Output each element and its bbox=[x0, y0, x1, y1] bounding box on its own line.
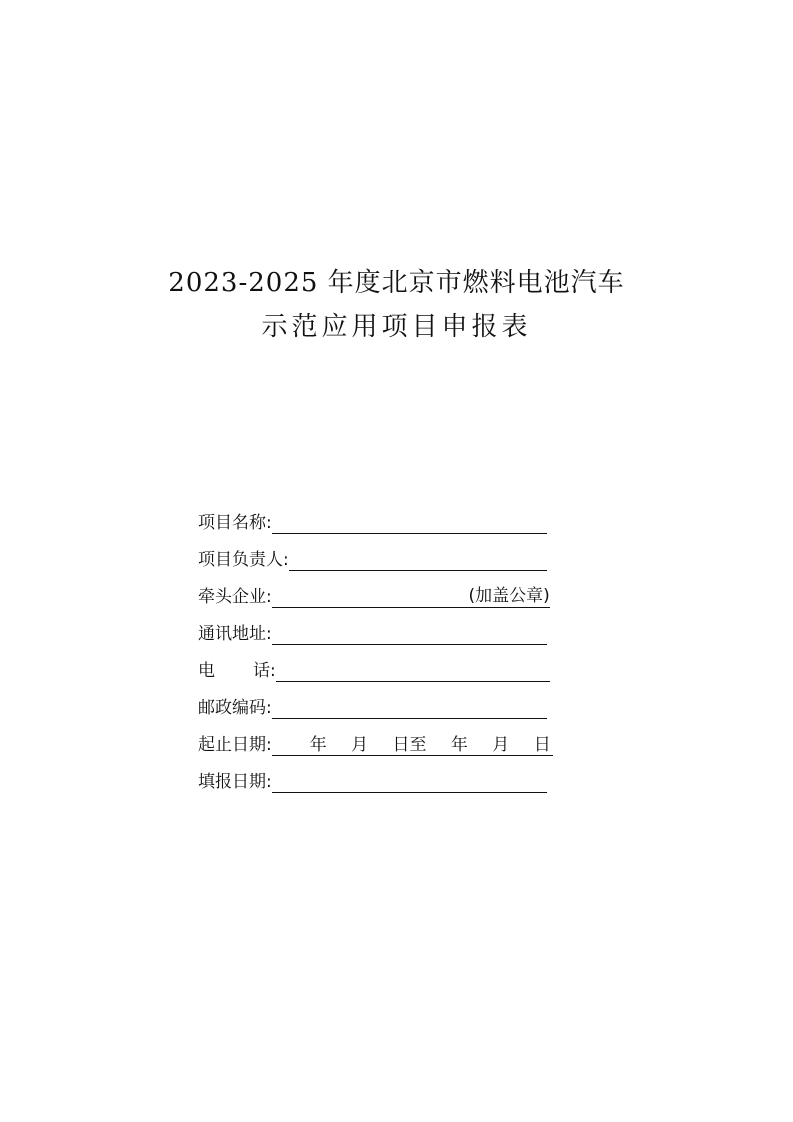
project-lead-field[interactable] bbox=[289, 548, 547, 571]
phone-label: 电 话: bbox=[198, 661, 276, 681]
row-project-lead bbox=[198, 535, 578, 572]
fill-date-field[interactable] bbox=[272, 770, 547, 793]
project-name-field[interactable] bbox=[272, 511, 547, 534]
lead-company-field[interactable] bbox=[272, 585, 550, 608]
row-postal-code bbox=[198, 683, 578, 720]
lead-company-label: 牵头企业: bbox=[198, 587, 272, 607]
period-field[interactable] bbox=[272, 734, 553, 756]
application-form bbox=[198, 498, 578, 794]
row-period bbox=[198, 720, 578, 757]
postal-code-label: 邮政编码: bbox=[198, 698, 272, 718]
row-fill-date bbox=[198, 757, 578, 794]
project-name-label: 项目名称: bbox=[198, 513, 272, 533]
fill-date-label: 填报日期: bbox=[198, 772, 272, 792]
postal-code-field[interactable] bbox=[272, 696, 547, 719]
row-lead-company bbox=[198, 572, 578, 609]
seal-note: (加盖公章) bbox=[468, 586, 550, 606]
row-address bbox=[198, 609, 578, 646]
phone-field[interactable] bbox=[276, 659, 550, 682]
period-start-month: 月 bbox=[351, 735, 369, 755]
form-title-line-2: 示范应用项目申报表 bbox=[261, 312, 532, 342]
period-start-day: 日至 bbox=[392, 735, 427, 755]
row-phone bbox=[198, 646, 578, 683]
address-label: 通讯地址: bbox=[198, 624, 272, 644]
row-project-name bbox=[198, 498, 578, 535]
period-start-year: 年 bbox=[309, 735, 327, 755]
project-lead-label: 项目负责人: bbox=[198, 550, 289, 570]
period-end-day: 日 bbox=[533, 735, 551, 755]
period-end-year: 年 bbox=[450, 735, 468, 755]
form-title-line-1: 2023-2025 年度北京市燃料电池汽车 bbox=[168, 268, 625, 298]
address-field[interactable] bbox=[272, 622, 547, 645]
period-end-month: 月 bbox=[492, 735, 510, 755]
period-label: 起止日期: bbox=[198, 735, 272, 755]
